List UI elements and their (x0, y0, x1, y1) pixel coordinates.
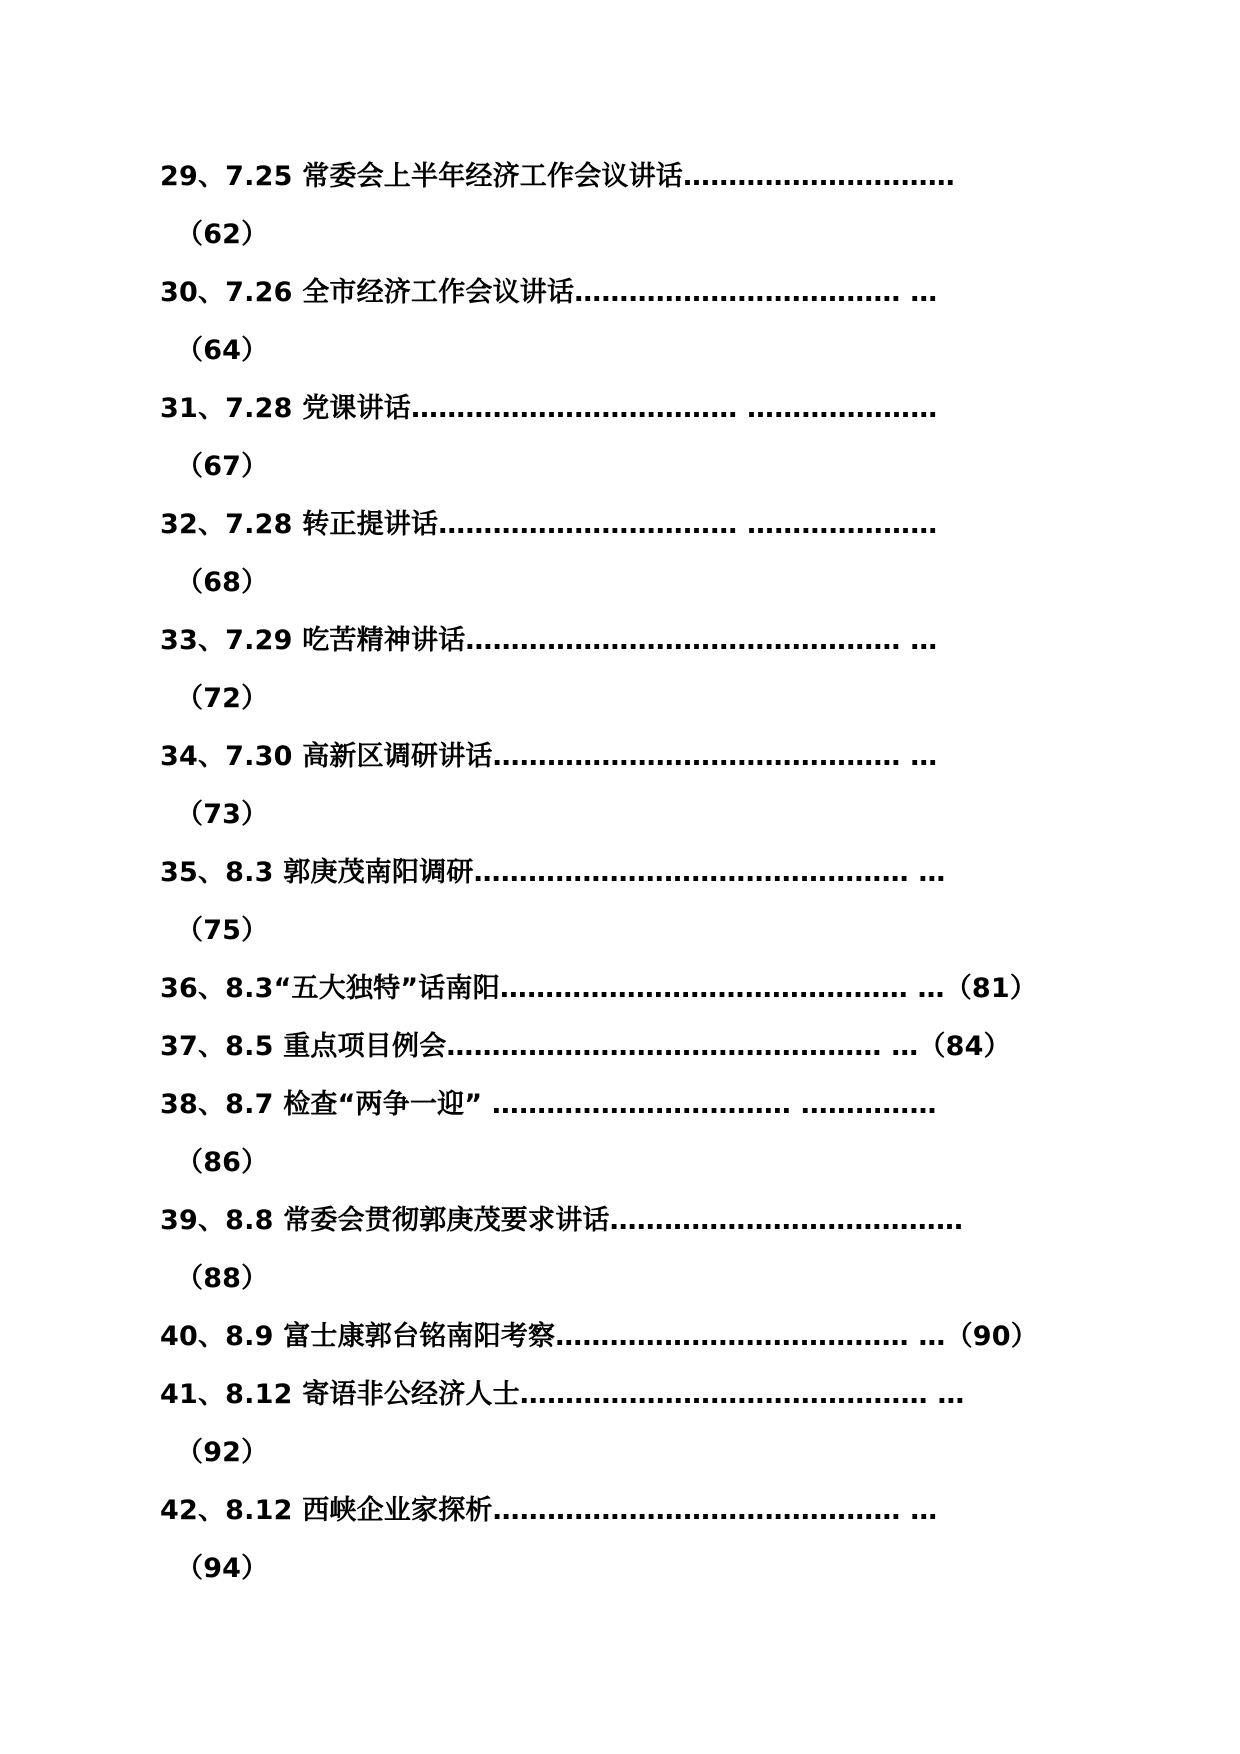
toc-entry-42: 42、8.12 西峡企业家探析……………………………………… … (160, 1495, 938, 1526)
toc-page-ref: （64） (176, 335, 269, 366)
toc-entry-40: 40、8.9 富士康郭台铭南阳考察………………………………… …（90） (160, 1321, 1038, 1352)
toc-page-ref: （67） (176, 451, 269, 482)
toc-page-ref: （86） (176, 1147, 269, 1178)
toc-page-ref: （94） (176, 1553, 269, 1584)
toc-entry-35: 35、8.3 郭庚茂南阳调研………………………………………… … (160, 857, 946, 888)
table-of-contents (160, 148, 1160, 1598)
toc-page-ref: （73） (176, 799, 269, 830)
toc-page-ref: （68） (176, 567, 269, 598)
toc-entry-39: 39、8.8 常委会贯彻郭庚茂要求讲话………………………………… (160, 1205, 964, 1236)
toc-entry-41: 41、8.12 寄语非公经济人士……………………………………… … (160, 1379, 965, 1410)
toc-entry-29: 29、7.25 常委会上半年经济工作会议讲话………………………… (160, 161, 955, 192)
toc-page-ref: （62） (176, 219, 269, 250)
toc-entry-31: 31、7.28 党课讲话……………………………… ………………… (160, 393, 938, 424)
toc-page-ref: （75） (176, 915, 269, 946)
toc-page-ref: （72） (176, 683, 269, 714)
toc-entry-30: 30、7.26 全市经济工作会议讲话……………………………… … (160, 277, 938, 308)
toc-page-ref: （88） (176, 1263, 269, 1294)
toc-entry-34: 34、7.30 高新区调研讲话……………………………………… … (160, 741, 938, 772)
toc-entry-32: 32、7.28 转正提讲话…………………………… ………………… (160, 509, 938, 540)
toc-page-ref: （92） (176, 1437, 269, 1468)
toc-entry-37: 37、8.5 重点项目例会………………………………………… …（84） (160, 1031, 1011, 1062)
toc-entry-33: 33、7.29 吃苦精神讲话………………………………………… … (160, 625, 938, 656)
toc-entry-36: 36、8.3“五大独特”话南阳……………………………………… …（81） (160, 973, 1038, 1004)
toc-entry-38: 38、8.7 检查“两争一迎” …………………………… …………… (160, 1089, 937, 1120)
